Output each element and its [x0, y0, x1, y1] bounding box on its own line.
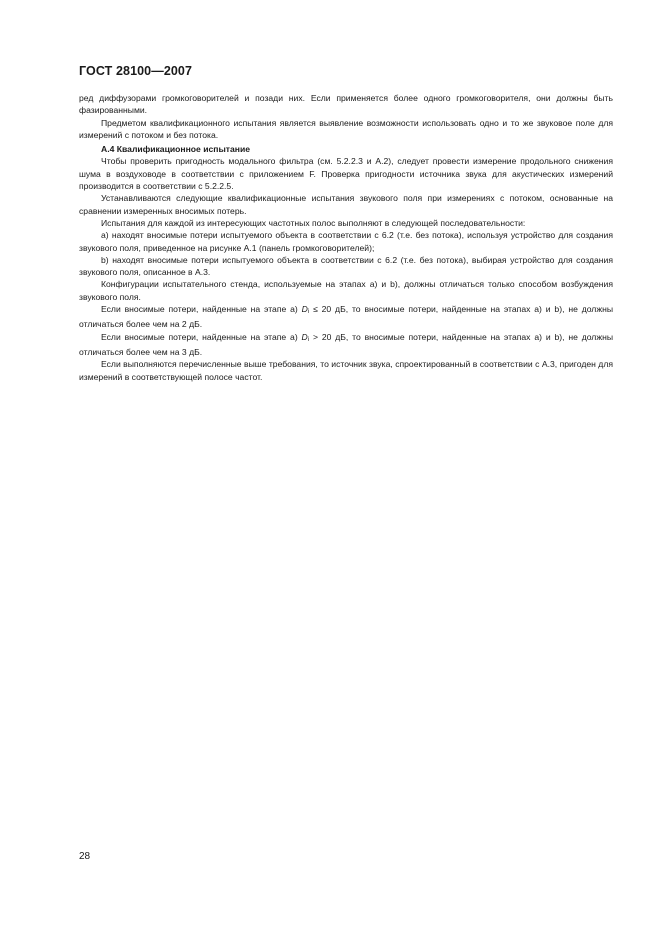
text: ≤ 20 дБ, то вносимые потери, найденные на этапах а) и b), не должны отличаться более чем на 2 дБ.: [79, 304, 613, 330]
subscript: i: [307, 309, 310, 316]
document-body: [79, 92, 613, 383]
variable: D: [301, 331, 308, 342]
page-number: 28: [79, 851, 91, 862]
section-title: А.4 Квалификационное испытание: [101, 144, 251, 155]
paragraph: Устанавливаются следующие квалификационные испытания звукового поля при измерениях с потоком, основанные на сравнении измеренных вносимых потерь.: [79, 193, 613, 216]
paragraph: Если выполняются перечисленные выше требования, то источник звука, спроектированный в соответствии с А.3, пригоден для измерений в соответствующей полосе частот.: [79, 359, 613, 382]
paragraph: ред диффузорами громкоговорителей и позади них. Если применяется более одного громкоговорителя, они должны быть фазированными.: [79, 93, 613, 116]
subscript: i: [307, 336, 310, 343]
paragraph-condition-3db: [79, 331, 613, 359]
text: > 20 дБ, то вносимые потери, найденные на этапах а) и b), не должны отличаться более чем на 3 дБ.: [79, 331, 613, 357]
paragraph: Предметом квалификационного испытания является выявление возможности использовать одно и то же звуковое поле для измерений с потоком и без потока.: [79, 117, 613, 140]
paragraph: Чтобы проверить пригодность модального фильтра (см. 5.2.2.3 и А.2), следует провести измерение продольного снижения шума в воздуховоде в соответствии с приложением F. Проверка пригодности источника звука для акустических измерений производится в соответствии с 5.2.2.5.: [79, 156, 613, 192]
list-item: а) находят вносимые потери испытуемого объекта в соответствии с 6.2 (т.е. без потока), используя устройство для создания звукового поля, приведенное на рисунке А.1 (панель громкоговорителей);: [79, 230, 613, 253]
paragraph-condition-2db: [79, 303, 613, 331]
text: Если вносимые потери, найденные на этапе а): [101, 331, 302, 342]
variable: D: [301, 304, 308, 315]
document-header: ГОСТ 28100—2007: [79, 64, 193, 78]
paragraph: Испытания для каждой из интересующих частотных полос выполняют в следующей последовательности:: [101, 217, 526, 228]
paragraph: Конфигурации испытательного стенда, используемые на этапах а) и b), должны отличаться только способом возбуждения звукового поля.: [79, 279, 613, 302]
list-item: b) находят вносимые потери испытуемого объекта в соответствии с 6.2 (т.е. без потока), выбирая устройство для создания звукового поля, описанное в А.3.: [79, 254, 613, 278]
text: Если вносимые потери, найденные на этапе а): [101, 304, 302, 315]
